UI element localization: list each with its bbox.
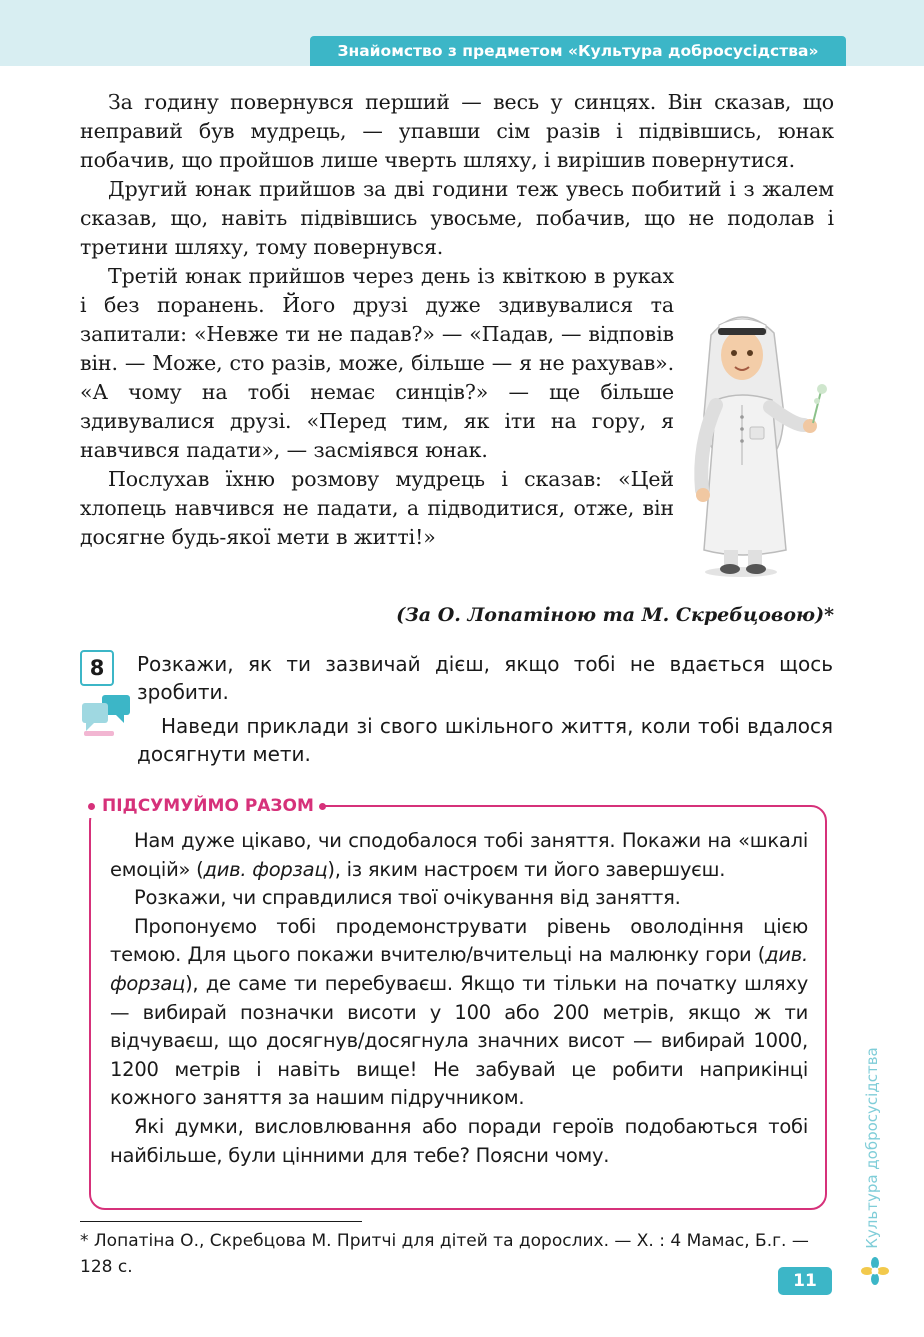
side-label: Культура добросусідства xyxy=(863,1047,881,1249)
page-number: 11 xyxy=(778,1267,832,1295)
story-paragraph: Другий юнак прийшов за дві години теж увесь побитий і з жалем сказав, що, навіть підвівшись увосьме, побачив, що не подолав і третини шляху, тому повернувся. xyxy=(80,177,834,259)
flower-icon xyxy=(861,1257,889,1285)
task-text-2: Наведи приклади зі свого шкільного життя, коли тобі вдалося досягнути мети. xyxy=(137,714,833,766)
summary-text xyxy=(110,827,808,1170)
summary-paragraph: Розкажи, чи справдилися твої очікування від заняття. xyxy=(134,886,681,910)
summary-paragraph: Пропонуємо тобі продемонструвати рівень оволодіння цією темою. Для цього покажи вчителю/вчительці на малюнку гори (див. форзац), де саме ти перебуваєш. Якщо ти тільки на початку шляху — вибирай позначки висоти у 100 або 200 метрів, якщо ж ти відчуваєш, що досягнув/досягнула значних висот — вибирай 1000, 1200 метрів і навіть вище! Не забувай це робити наприкінці кожного заняття за нашим підручником. xyxy=(110,914,808,1110)
story-attribution: (За О. Лопатіною та М. Скребцовою)* xyxy=(396,604,834,626)
task-text-1: Розкажи, як ти зазвичай дієш, якщо тобі не вдається щось зробити. xyxy=(137,652,833,704)
summary-title-text: ПІДСУМУЙМО РАЗОМ xyxy=(102,796,314,816)
story-paragraph: Третій юнак прийшов через день із квіткою в руках і без поранень. Його друзі дуже здивувалися та запитали: «Невже ти не падав?» — «Падав, — відповів він. — Може, сто разів, може, більше — я не рахував». «А чому на тобі немає синців?» — ще більше здивувалися друзі. «Перед тим, як іти на гору, я навчився падати», — засміявся юнак. xyxy=(80,264,674,462)
summary-paragraph: Нам дуже цікаво, чи сподобалося тобі заняття. Покажи на «шкалі емоцій» (див. форзац), із яким настроєм ти його завершуєш. xyxy=(110,829,808,881)
story-paragraph: За годину повернувся перший — весь у синцях. Він сказав, що неправий був мудрець, — упавши сім разів і підвівшись, юнак побачив, що пройшов лише чверть шляху, і вирішив повернутися. xyxy=(80,90,834,172)
section-header: Знайомство з предметом «Культура добросусідства» xyxy=(310,36,846,66)
discussion-icon xyxy=(80,693,132,737)
title-dot-right xyxy=(319,803,326,810)
footnote: * Лопатіна О., Скребцова М. Притчі для дітей та дорослих. — Х. : 4 Мамас, Б.г. —128 с. xyxy=(80,1231,809,1277)
story-paragraph: Послухав їхню розмову мудрець і сказав: «Цей хлопець навчився не падати, а підводитися, отже, він досягне будь-якої мети в житті!» xyxy=(80,467,674,549)
title-dot-left xyxy=(88,803,95,810)
summary-title xyxy=(80,794,322,818)
footnote-rule xyxy=(80,1221,362,1222)
boy-illustration xyxy=(686,295,836,580)
task-number-badge: 8 xyxy=(80,650,114,686)
summary-paragraph: Які думки, висловлювання або поради героїв подобаються тобі найбільше, були цінними для тебе? Поясни чому. xyxy=(110,1114,808,1167)
